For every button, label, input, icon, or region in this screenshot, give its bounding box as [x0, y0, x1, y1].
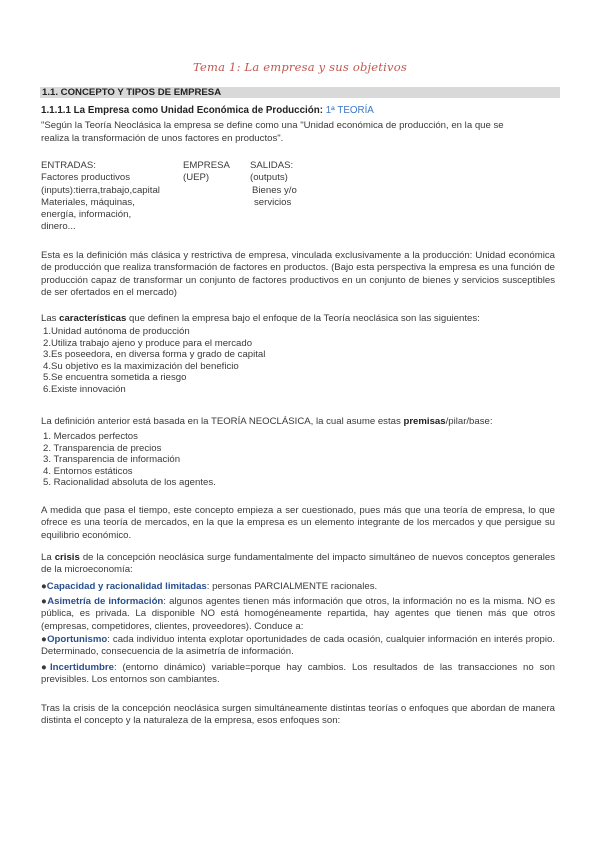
list-item: 4. Entornos estáticos — [43, 465, 133, 477]
characteristics-list — [43, 326, 265, 396]
entradas-line: (inputs):tierra,trabajo,capital — [41, 184, 160, 196]
crisis-item — [41, 634, 555, 659]
list-item: 2. Transparencia de precios — [43, 442, 162, 454]
crisis-term: Incertidumbre — [49, 662, 114, 673]
characteristics-intro-post: que definen la empresa bajo el enfoque de la Teoría neoclásica son las siguientes: — [126, 313, 480, 324]
list-item: 5.Se encuentra sometida a riesgo — [43, 372, 187, 384]
salidas-line: servicios — [254, 196, 292, 208]
diagram-entradas — [41, 160, 160, 234]
bullet-symbol: ● — [41, 581, 47, 592]
crisis-intro-pre: La — [41, 552, 55, 563]
diagram-empresa — [183, 160, 230, 185]
crisis-term: Oportunismo — [47, 634, 108, 645]
paragraph-approaches: Tras la crisis de la concepción neoclásica surgen simultáneamente distintas teorías o enfoques que abordan de manera distinta el concepto y la naturaleza de la empresa, esos enfoques son: — [41, 703, 555, 727]
list-item: 6.Existe innovación — [43, 383, 126, 395]
list-item: 3. Transparencia de información — [43, 454, 181, 466]
salidas-line: SALIDAS: — [250, 160, 294, 171]
crisis-item — [41, 581, 555, 593]
crisis-term: Asimetría de información — [47, 596, 164, 607]
entradas-line: dinero... — [41, 221, 76, 233]
salidas-line: (outputs) — [250, 172, 288, 184]
empresa-line: EMPRESA — [183, 160, 230, 171]
premises-intro-post: /pilar/base: — [445, 416, 493, 427]
bullet-symbol: ● — [41, 634, 48, 645]
characteristics-intro — [41, 313, 480, 325]
list-item: 2.Utiliza trabajo ajeno y produce para el mercado — [43, 337, 253, 349]
crisis-text: : personas PARCIALMENTE racionales. — [206, 581, 378, 592]
premises-keyword: premisas — [403, 416, 446, 427]
entradas-line: Materiales, máquinas, — [41, 196, 135, 208]
crisis-intro — [41, 552, 555, 577]
list-item: 1. Mercados perfectos — [43, 431, 138, 442]
entradas-line: Factores productivos — [41, 172, 131, 184]
subsection-tag: 1ª TEORÍA — [325, 105, 374, 116]
salidas-line: Bienes y/o — [252, 184, 297, 196]
entradas-line: energía, información, — [41, 209, 132, 221]
diagram-salidas — [250, 160, 297, 209]
premises-list — [43, 431, 216, 489]
list-item: 4.Su objetivo es la maximización del beneficio — [43, 360, 239, 372]
subsection-heading: 1.1.1.1 La Empresa como Unidad Económica de Producción: 1ª TEORÍA — [41, 105, 374, 116]
crisis-text: : algunos agentes tienen más información que otros, la información no es la misma. NO es pública, es privada. La disponible NO está homogéneamente repartida, hay agentes que tienen más que otros (empresas, competidores, clientes, proveedores). Conduce a: — [41, 596, 555, 632]
premises-intro — [41, 416, 493, 428]
quote-line-2: realiza la transformación de unos factores en productos". — [41, 133, 284, 144]
crisis-text: : cada individuo intenta explotar oportunidades de cada ocasión, cualquier información en interés propio. Determinado, consecuencia de la asimetría de información. — [41, 634, 555, 658]
paragraph-definition: Esta es la definición más clásica y restrictiva de empresa, vinculada exclusivamente a la producción: Unidad económica de producción que realiza transformación de factores en productos. (Bajo esta perspectiva la empresa es una función de producción capaz de transformar un conjunto de factores productivos en un conjunto de bienes y servicios susceptibles de ser ofertados en el mercado) — [41, 250, 555, 299]
bullet-symbol: ● — [41, 596, 48, 607]
document-title: Tema 1: La empresa y sus objetivos — [193, 60, 407, 74]
list-item: 5. Racionalidad absoluta de los agentes. — [43, 477, 216, 489]
crisis-item — [41, 662, 555, 687]
characteristics-intro-pre: Las — [41, 313, 60, 324]
quote-line-1: "Según la Teoría Neoclásica la empresa se define como una "Unidad económica de producción, en la que se — [41, 120, 504, 131]
subsection-heading-text: 1.1.1.1 La Empresa como Unidad Económica de Producción — [41, 105, 320, 116]
crisis-term: Capacidad y racionalidad limitadas — [46, 581, 207, 592]
crisis-item — [41, 596, 555, 633]
paragraph-questioning: A medida que pasa el tiempo, este concepto empieza a ser cuestionado, pues más que una teoría de empresa, lo que ofrece es una teoría de mercados, en la que la empresa es un elemento integrante de los mercados y que persigue su equilibrio económico. — [41, 505, 555, 541]
premises-intro-pre: La definición anterior está basada en la TEORÍA NEOCLÁSICA, la cual asume estas — [41, 416, 404, 427]
characteristics-keyword: características — [59, 313, 127, 324]
entradas-line: ENTRADAS: — [41, 160, 96, 171]
empresa-line: (UEP) — [183, 172, 210, 184]
crisis-intro-post: de la concepción neoclásica surge fundamentalmente del impacto simultáneo de nuevos conceptos generales de la microeconomía: — [41, 552, 556, 576]
crisis-text: : (entorno dinámico) variable=porque hay cambios. Los resultados de las transacciones no son previsibles. Los entornos son cambiantes. — [41, 662, 556, 686]
bullet-symbol: ● — [41, 662, 50, 673]
list-item: 1.Unidad autónoma de producción — [43, 326, 190, 337]
crisis-keyword: crisis — [54, 552, 80, 563]
section-heading: 1.1. CONCEPTO Y TIPOS DE EMPRESA — [40, 87, 560, 98]
list-item: 3.Es poseedora, en diversa forma y grado de capital — [43, 349, 266, 361]
